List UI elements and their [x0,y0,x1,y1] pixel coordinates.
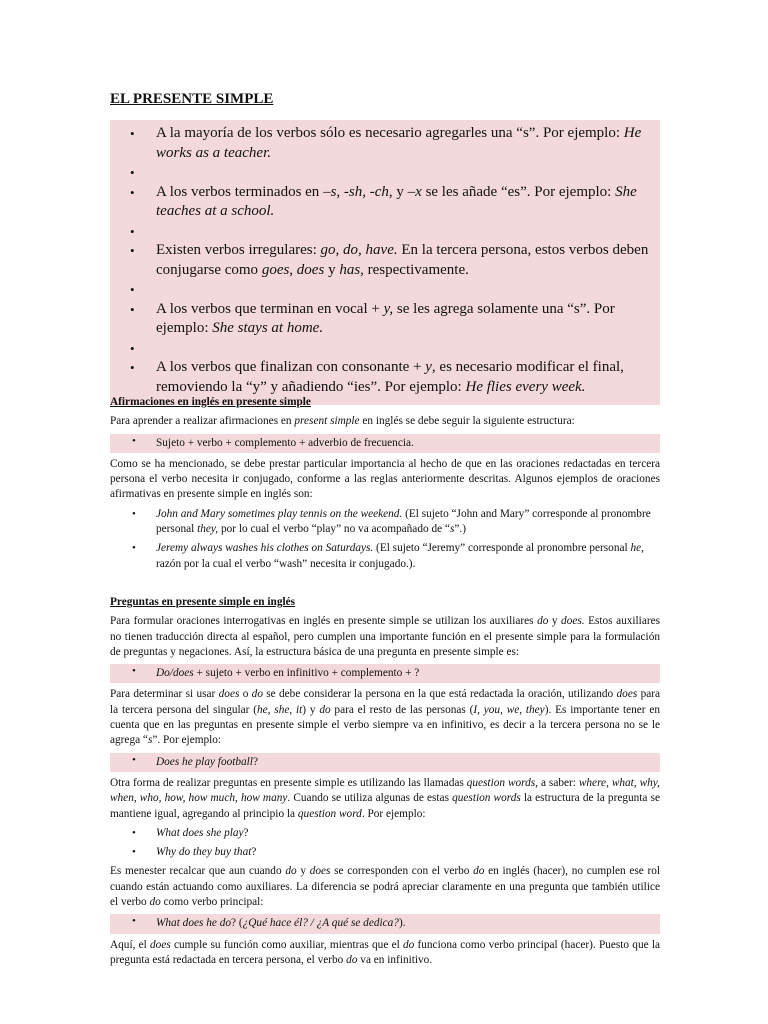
example-item: • Does he play football? [110,753,660,772]
formula-item: • Do/does + sujeto + verbo en infinitivo + complemento + ? [110,664,660,683]
section-heading: Afirmaciones en inglés en presente simple [110,396,311,408]
empty-bullet [110,163,660,183]
page-title: EL PRESENTE SIMPLE [110,91,274,107]
empty-bullet [110,280,660,300]
empty-bullet [110,339,660,359]
rule-item: • A la mayoría de los verbos sólo es necesario agregarles una “s”. Por ejemplo: He works as a teacher. [110,124,660,163]
example-item: • John and Mary sometimes play tennis on the weekend. (El sujeto “John and Mary” corresponde al pronombre personal they, por lo cual el verbo “play” no va acompañado de “s”.) [110,507,660,538]
section-heading: Preguntas en presente simple en inglés [110,596,296,608]
rule-item: • Existen verbos irregulares: go, do, have. En la tercera persona, estos verbos deben conjugarse como goes, does y has, respectivamente. [110,241,660,280]
paragraph: Aquí, el does cumple su función como auxiliar, mientras que el do funciona como verbo principal (hacer). Puesto que la pregunta está redactada en tercera persona, el verbo do va en infinitivo. [110,938,660,966]
rule-item: • A los verbos que terminan en vocal + y, se les agrega solamente una “s”. Por ejemplo: She stays at home. [110,300,660,339]
section-preguntas [110,595,660,972]
rules-box [110,120,660,405]
example-item: • What does he do? (¿Qué hace él? / ¿A qué se dedica?). [110,914,660,933]
rule-item: • A los verbos que finalizan con consonante + y, es necesario modificar el final, removiendo la “y” y añadiendo “ies”. Por ejemplo: He flies every week. [110,358,660,397]
paragraph: Para determinar si usar does o do se debe considerar la persona en la que está redactada la oración, utilizando does para la tercera persona del singular (he, she, it) y do para el resto de las personas (I, you, we, they). Es importante tener en cuenta que en las preguntas en presente simple el verbo siempre va en infinitivo, es decir a la tercera persona no se le agrega “s”. Por ejemplo: [110,688,661,747]
paragraph: Para aprender a realizar afirmaciones en present simple en inglés se debe seguir la siguiente estructura: [110,415,575,428]
paragraph: Otra forma de realizar preguntas en presente simple es utilizando las llamadas question words, a saber: where, what, why, when, who, how, how much, how many. Cuando se utiliza algunas de estas question words la estructura de la pregunta se mantiene igual, agregando al principio la question word. Por ejemplo: [110,776,661,820]
paragraph: Es menester recalcar que aun cuando do y does se corresponden con el verbo do en inglés (hacer), no cumplen ese rol cuando están actuando como auxiliares. La diferencia se podrá apreciar claramente en una pregunta que también utilice el verbo do como verbo principal: [110,865,661,909]
example-item: • What does she play? [110,826,660,841]
example-item: • Why do they buy that? [110,845,660,860]
empty-bullet [110,222,660,242]
section-afirmaciones [110,395,660,576]
paragraph: Como se ha mencionado, se debe prestar particular importancia al hecho de que en las oraciones redactadas en tercera persona el verbo necesita ir conjugado, conforme a las reglas anteriormente descritas. Algunos ejemplos de oraciones afirmativas en presente simple en inglés son: [110,457,660,501]
example-item: • Jeremy always washes his clothes on Saturdays. (El sujeto “Jeremy” corresponde al pronombre personal he, razón por la cual el verbo “wash” necesita ir conjugado.). [110,541,660,572]
rule-item: • A los verbos terminados en –s, -sh, -ch, y –x se les añade “es”. Por ejemplo: She teaches at a school. [110,183,660,222]
formula-item: • Sujeto + verbo + complemento + adverbio de frecuencia. [110,434,660,453]
paragraph: Para formular oraciones interrogativas en inglés en presente simple se utilizan los auxiliares do y does. Estos auxiliares no tienen traducción directa al español, pero cumplen una importante función en el presente simple para la formulación de preguntas y negaciones. Así, la estructura básica de una pregunta en presente simple es: [110,615,661,658]
